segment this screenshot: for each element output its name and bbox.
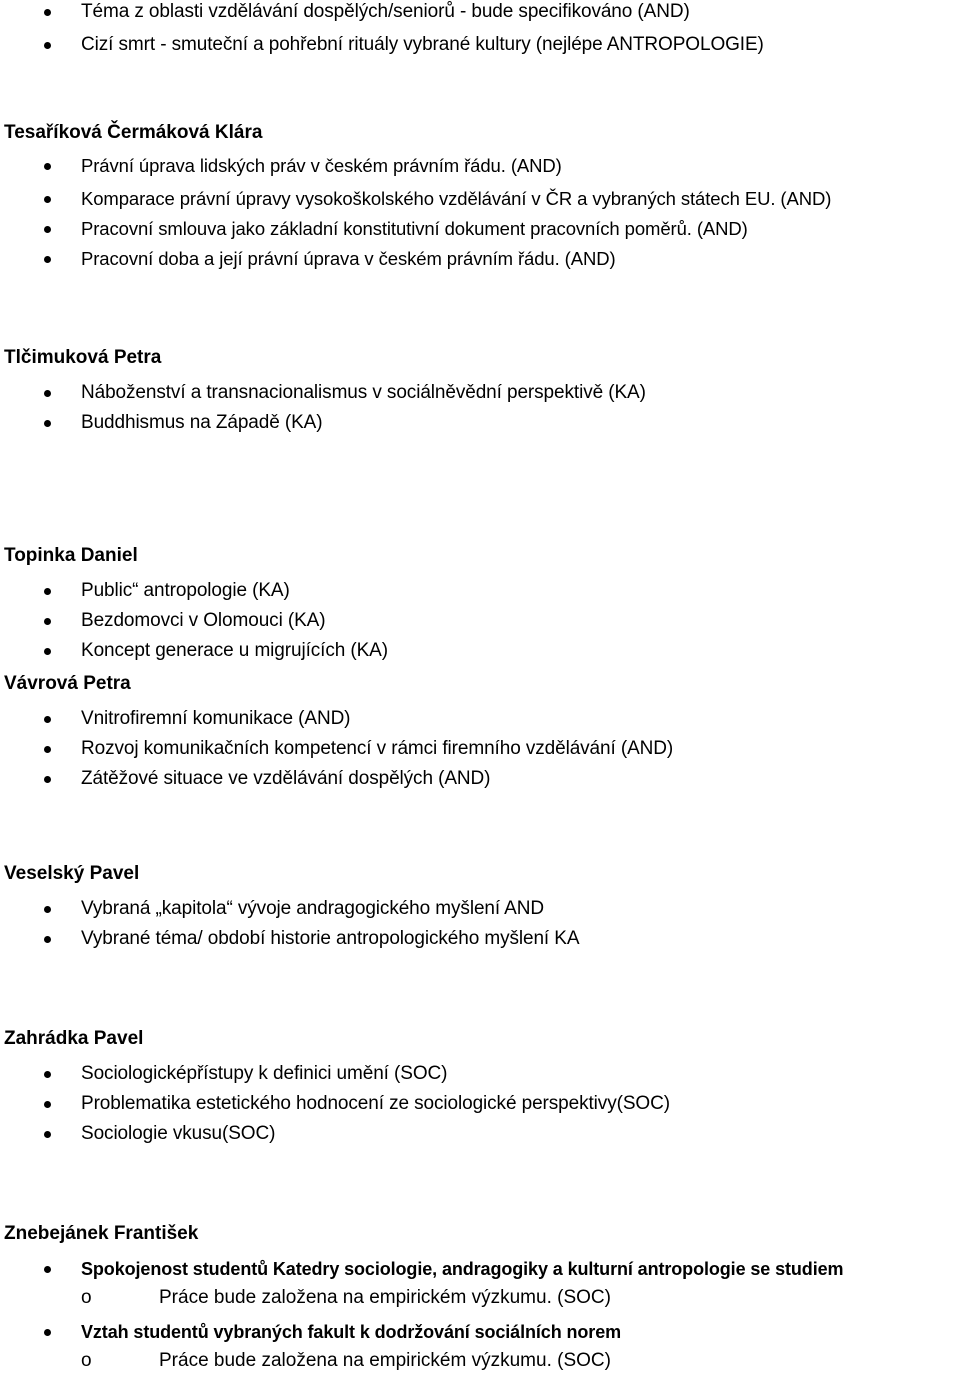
sub-list-item (0, 1346, 960, 1376)
list-item-text: Právní úprava lidských práv v českém právním řádu. (AND) (81, 155, 562, 176)
supervisor-name: Veselský Pavel (4, 863, 140, 884)
list-item (0, 606, 960, 636)
list-item (0, 1089, 960, 1119)
section-heading (0, 118, 960, 148)
bullet-icon (44, 746, 51, 753)
list-item-text: Buddhismus na Západě (KA) (81, 412, 323, 433)
bullet-icon (44, 163, 51, 170)
bullet-icon (44, 196, 51, 203)
supervisor-name: Znebejánek František (4, 1223, 199, 1244)
list-item-text: Náboženství a transnacionalismus v sociálněvědní perspektivě (KA) (81, 382, 646, 403)
bullet-icon (44, 618, 51, 625)
list-item (0, 30, 960, 60)
list-item (0, 408, 960, 438)
list-item (0, 244, 960, 274)
list-item-text: Vybrané téma/ období historie antropologického myšlení KA (81, 928, 580, 949)
list-item (0, 734, 960, 764)
section-heading (0, 1219, 960, 1249)
bullet-icon (44, 1071, 51, 1078)
list-item (0, 764, 960, 794)
list-item-text: Vnitrofiremní komunikace (AND) (81, 708, 351, 729)
list-item-text: Problematika estetického hodnocení ze sociologické perspektivy(SOC) (81, 1093, 670, 1114)
bullet-icon (44, 1266, 51, 1273)
section-heading (0, 343, 960, 373)
list-item-text: Cizí smrt - smuteční a pohřební rituály vybrané kultury (nejlépe ANTROPOLOGIE) (81, 34, 764, 55)
supervisor-name: Vávrová Petra (4, 673, 131, 694)
list-item-text: Zátěžové situace ve vzdělávání dospělých (AND) (81, 768, 491, 789)
list-item-text: Spokojenost studentů Katedry sociologie, andragogiky a kulturní antropologie se studiem (81, 1259, 844, 1279)
list-item (0, 0, 960, 27)
supervisor-name: Topinka Daniel (4, 545, 138, 566)
bullet-icon (44, 42, 51, 49)
bullet-icon (44, 226, 51, 233)
list-item-text: Vztah studentů vybraných fakult k dodržování sociálních norem (81, 1322, 622, 1342)
list-item (0, 151, 960, 181)
list-item-text: Bezdomovci v Olomouci (KA) (81, 610, 326, 631)
list-item-text: Pracovní smlouva jako základní konstitutivní dokument pracovních poměrů. (AND) (81, 218, 748, 239)
sub-list-item-text: Práce bude založena na empirickém výzkumu. (SOC) (159, 1287, 611, 1308)
supervisor-name: Zahrádka Pavel (4, 1028, 144, 1049)
list-item (0, 214, 960, 244)
bullet-icon (44, 420, 51, 427)
list-item (0, 924, 960, 954)
section-heading (0, 1024, 960, 1054)
supervisor-name: Tlčimuková Petra (4, 347, 162, 368)
list-item (0, 894, 960, 924)
section-heading (0, 859, 960, 889)
list-item-text: Téma z oblasti vzdělávání dospělých/seniorů - bude specifikováno (AND) (81, 1, 690, 22)
bullet-icon (44, 9, 51, 16)
bullet-icon (44, 776, 51, 783)
list-item-text: Pracovní doba a její právní úprava v českém právním řádu. (AND) (81, 248, 616, 269)
list-item (0, 636, 960, 666)
list-item (0, 704, 960, 734)
bullet-icon (44, 648, 51, 655)
supervisor-name: Tesaříková Čermáková Klára (4, 122, 263, 143)
list-item-text: Public“ antropologie (KA) (81, 580, 290, 601)
list-item-text: Sociologie vkusu(SOC) (81, 1123, 276, 1144)
bullet-icon (44, 1131, 51, 1138)
section-heading (0, 541, 960, 571)
list-item-text: Koncept generace u migrujících (KA) (81, 640, 388, 661)
circle-bullet-icon: o (81, 1287, 92, 1308)
bullet-icon (44, 390, 51, 397)
sub-list-item-text: Práce bude založena na empirickém výzkumu. (SOC) (159, 1350, 611, 1371)
bullet-icon (44, 256, 51, 263)
bullet-icon (44, 936, 51, 943)
sub-list-item (0, 1283, 960, 1313)
list-item (0, 1254, 960, 1284)
list-item (0, 1119, 960, 1149)
list-item (0, 184, 960, 214)
circle-bullet-icon: o (81, 1350, 92, 1371)
bullet-icon (44, 1101, 51, 1108)
bullet-icon (44, 588, 51, 595)
section-heading (0, 669, 960, 699)
bullet-icon (44, 1329, 51, 1336)
bullet-icon (44, 906, 51, 913)
list-item-text: Sociologicképřístupy k definici umění (SOC) (81, 1063, 448, 1084)
list-item-text: Komparace právní úpravy vysokoškolského vzdělávání v ČR a vybraných státech EU. (AND) (81, 188, 832, 209)
list-item-text: Vybraná „kapitola“ vývoje andragogického myšlení AND (81, 898, 545, 919)
list-item (0, 1059, 960, 1089)
list-item-text: Rozvoj komunikačních kompetencí v rámci firemního vzdělávání (AND) (81, 738, 674, 759)
list-item (0, 576, 960, 606)
list-item (0, 378, 960, 408)
list-item (0, 1317, 960, 1347)
bullet-icon (44, 716, 51, 723)
